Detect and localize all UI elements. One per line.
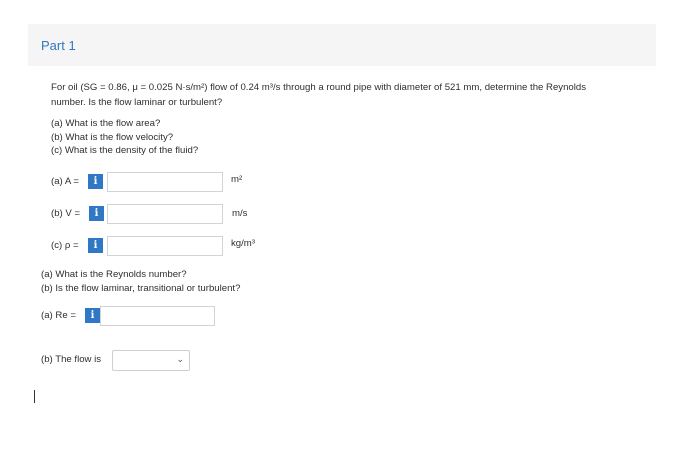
part-header (28, 24, 656, 66)
answer-row-density (51, 236, 311, 256)
problem-line-2: number. Is the flow laminar or turbulent? (51, 97, 223, 108)
density-unit: kg/m³ (231, 238, 255, 249)
density-input[interactable] (107, 236, 223, 256)
question-flow-regime: (b) Is the flow laminar, transitional or turbulent? (41, 283, 241, 294)
area-unit: m² (231, 174, 243, 185)
answer-row-flow (41, 350, 201, 372)
area-label: (a) A = (51, 176, 79, 187)
info-icon[interactable]: i (88, 174, 103, 189)
question-list-1 (51, 117, 198, 158)
flow-type-select[interactable] (112, 350, 190, 371)
info-icon[interactable]: i (85, 308, 100, 323)
question-reynolds: (a) What is the Reynolds number? (41, 269, 187, 280)
answer-row-reynolds (41, 306, 241, 326)
info-icon[interactable]: i (88, 238, 103, 253)
question-density: (c) What is the density of the fluid? (51, 145, 199, 156)
part-title: Part 1 (41, 38, 76, 53)
velocity-unit: m/s (232, 208, 248, 219)
answer-row-velocity (51, 204, 311, 224)
reynolds-input[interactable] (100, 306, 215, 326)
question-flow-velocity: (b) What is the flow velocity? (51, 131, 174, 143)
info-icon[interactable]: i (89, 206, 104, 221)
question-flow-area: (a) What is the flow area? (51, 118, 161, 129)
density-label: (c) ρ = (51, 240, 79, 251)
flow-label: (b) The flow is (41, 354, 102, 365)
problem-statement (51, 80, 651, 110)
text-cursor (34, 390, 35, 403)
reynolds-label: (a) Re = (41, 310, 76, 321)
answer-row-area (51, 172, 311, 192)
problem-line-1: For oil (SG = 0.86, μ = 0.025 N·s/m²) flow of 0.24 m³/s through a round pipe with diameter of 521 mm, determine the Reynolds (51, 82, 587, 93)
area-input[interactable] (107, 172, 223, 192)
chevron-down-icon: ⌄ (176, 354, 184, 364)
velocity-label: (b) V = (51, 208, 81, 219)
question-list-2 (41, 268, 240, 296)
velocity-input[interactable] (107, 204, 223, 224)
